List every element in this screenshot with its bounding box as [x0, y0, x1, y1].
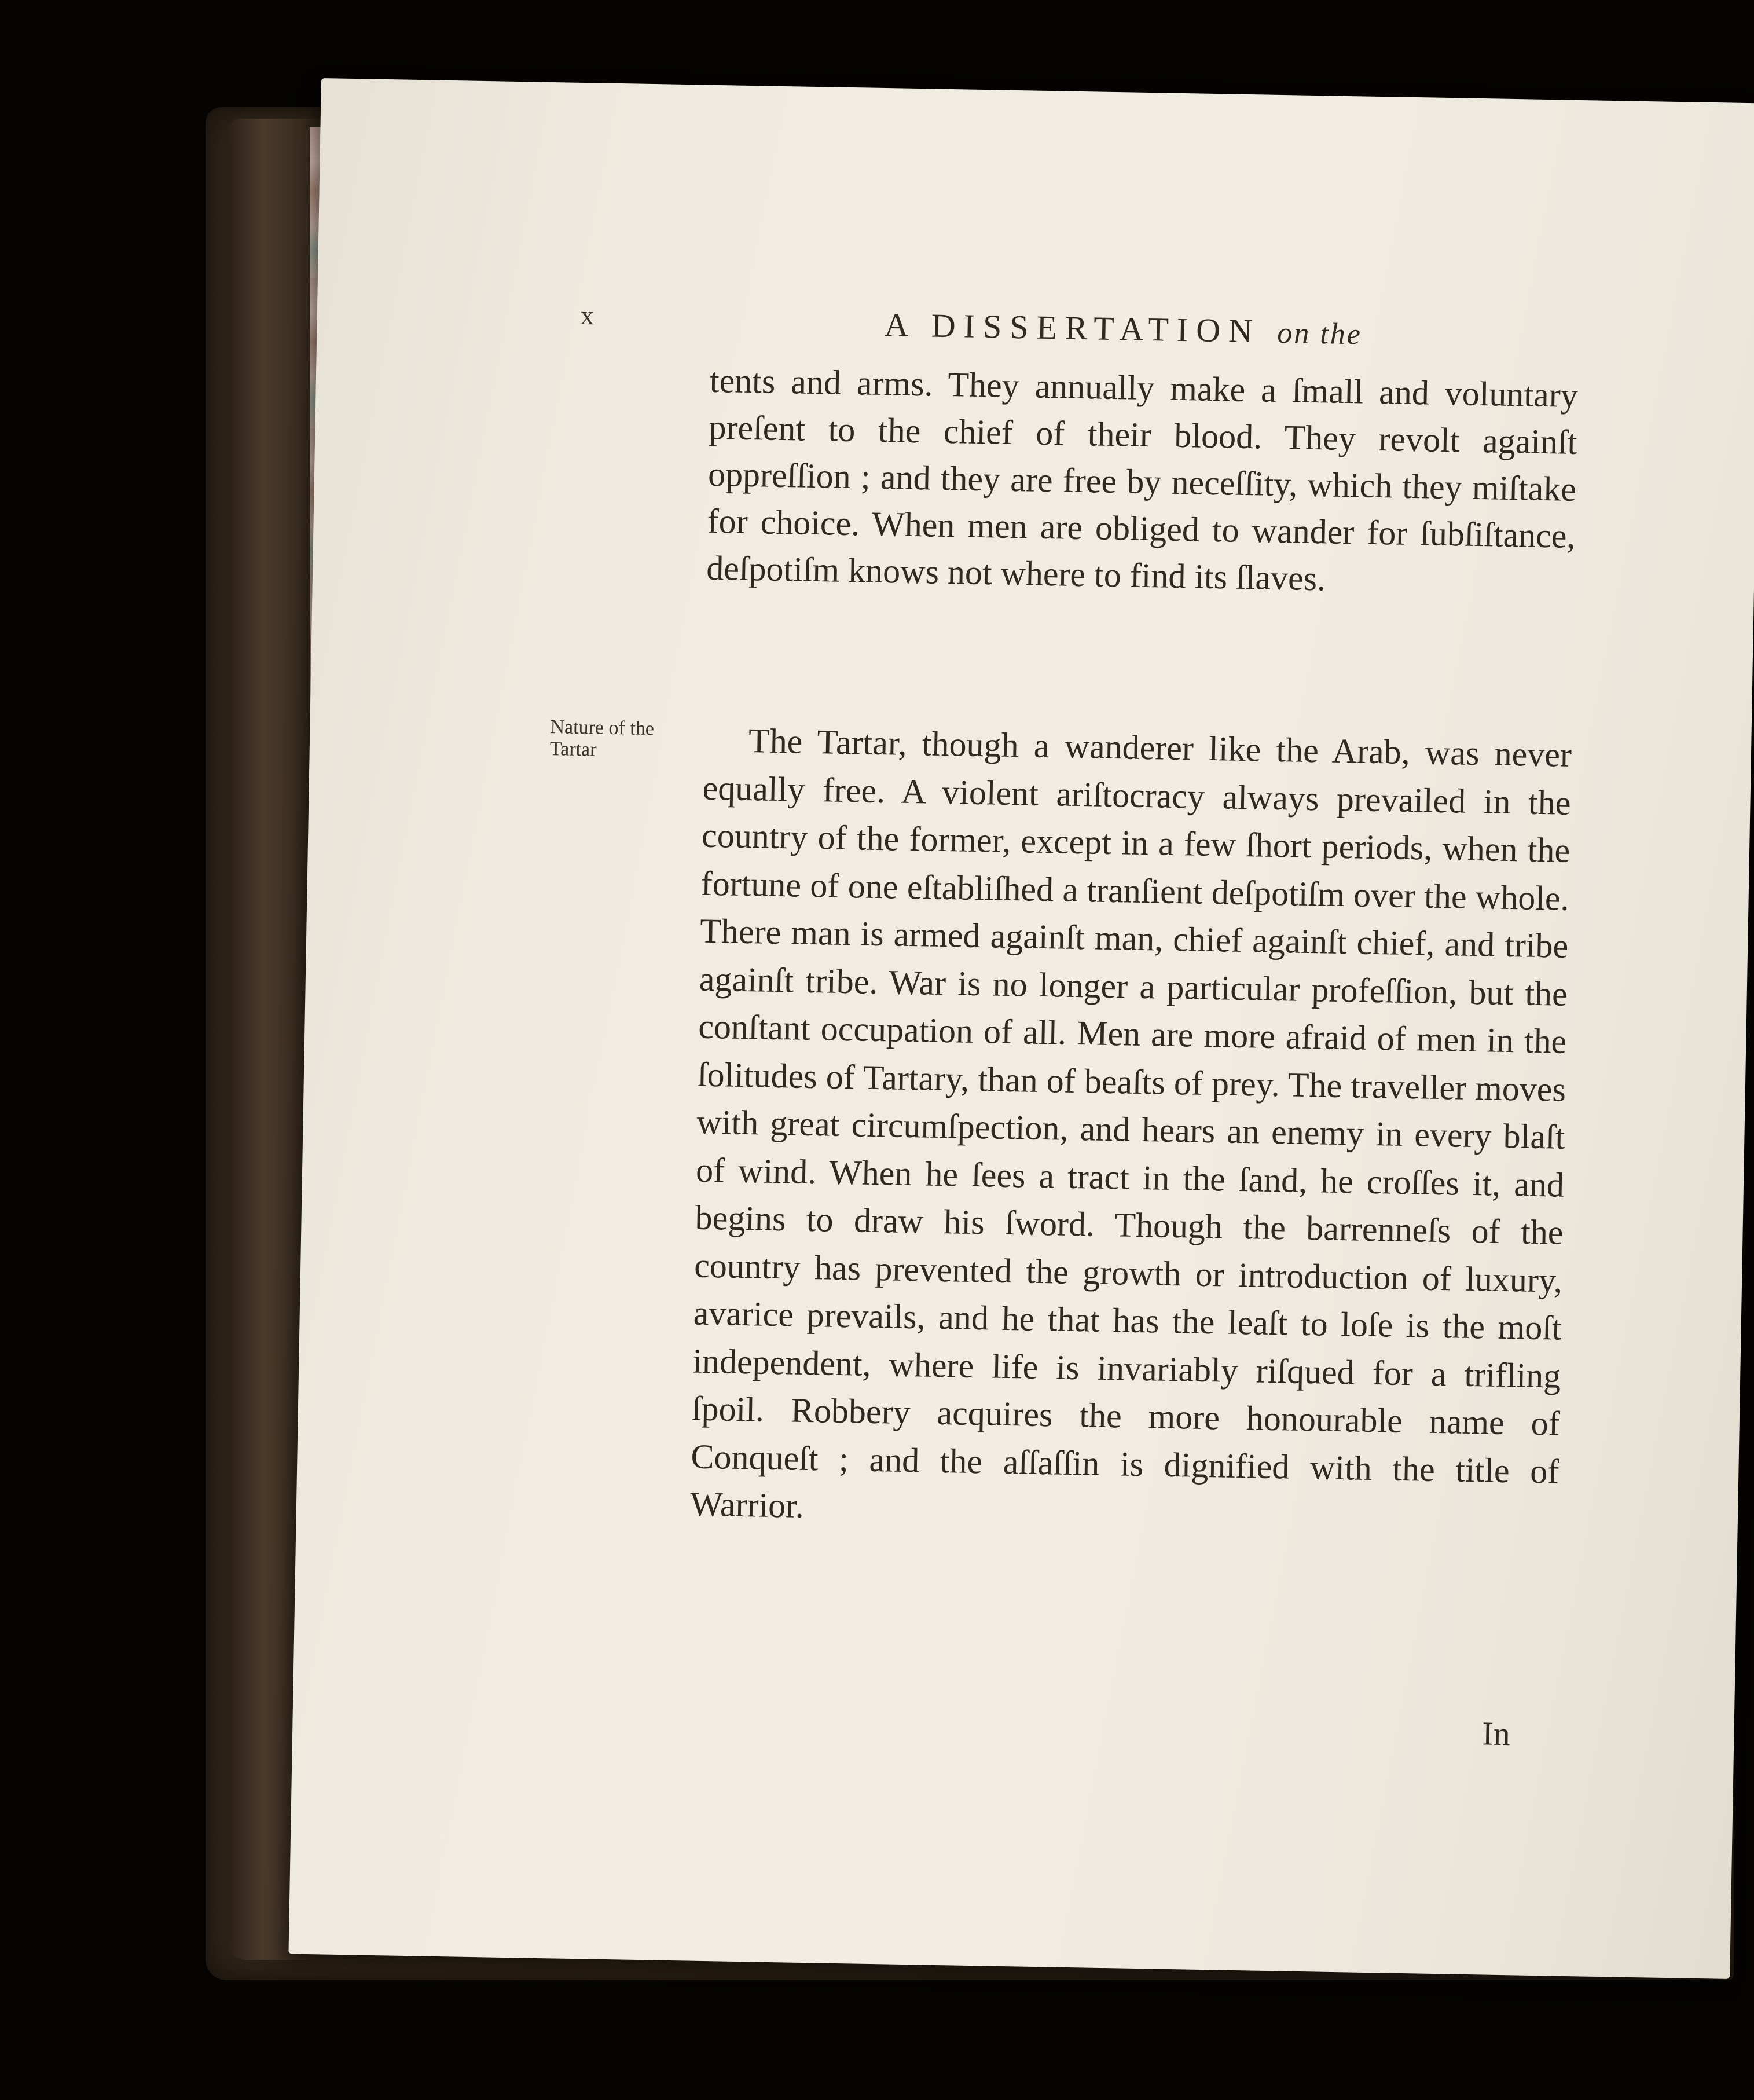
running-head-main: A DISSERTATION: [884, 306, 1261, 350]
running-head-italic: on the: [1276, 316, 1363, 351]
margin-note: Nature of the Tartar: [549, 716, 655, 761]
folio-number: x: [580, 300, 596, 331]
paragraph-1: tents and arms. They annually make a ſmall and voluntary preſent to the chief of their blood. They revolt againſt oppreſſion ; and they are free by neceſſity, which they miſtake for choice. When men are obliged to wander for ſubſiſtance, deſpotiſm knows not where to find its ſlaves.: [706, 361, 1579, 598]
paragraph-2: The Tartar, though a wanderer like the Arab, was never equally free. A violent ariſtocracy always prevailed in the country of the former, except in a few ſhort periods, when the fortune of one eſtabliſhed a tranſient deſpotiſm over the whole. There man is armed againſt man, chief againſt chief, and tribe againſt tribe. War is no longer a particular profeſſion, but the conſtant occupation of all. Men are more afraid of men in the ſolitudes of Tartary, than of beaſts of prey. The traveller moves with great circumſpection, and hears an enemy in every blaſt of wind. When he ſees a tract in the ſand, he croſſes it, and begins to draw his ſword. Though the barrenneſs of the country has prevented the growth or introduction of luxury, avarice prevails, and he that has the leaſt to loſe is the moſt independent, where life is invariably riſqued for a trifling ſpoil. Robbery acquires the more honourable name of Conqueſt ; and the aſſaſſin is dignified with the title of Warrior.: [689, 721, 1572, 1525]
book-page: [288, 78, 1754, 1979]
catchword: In: [1481, 1714, 1511, 1753]
running-head: [884, 305, 1730, 358]
